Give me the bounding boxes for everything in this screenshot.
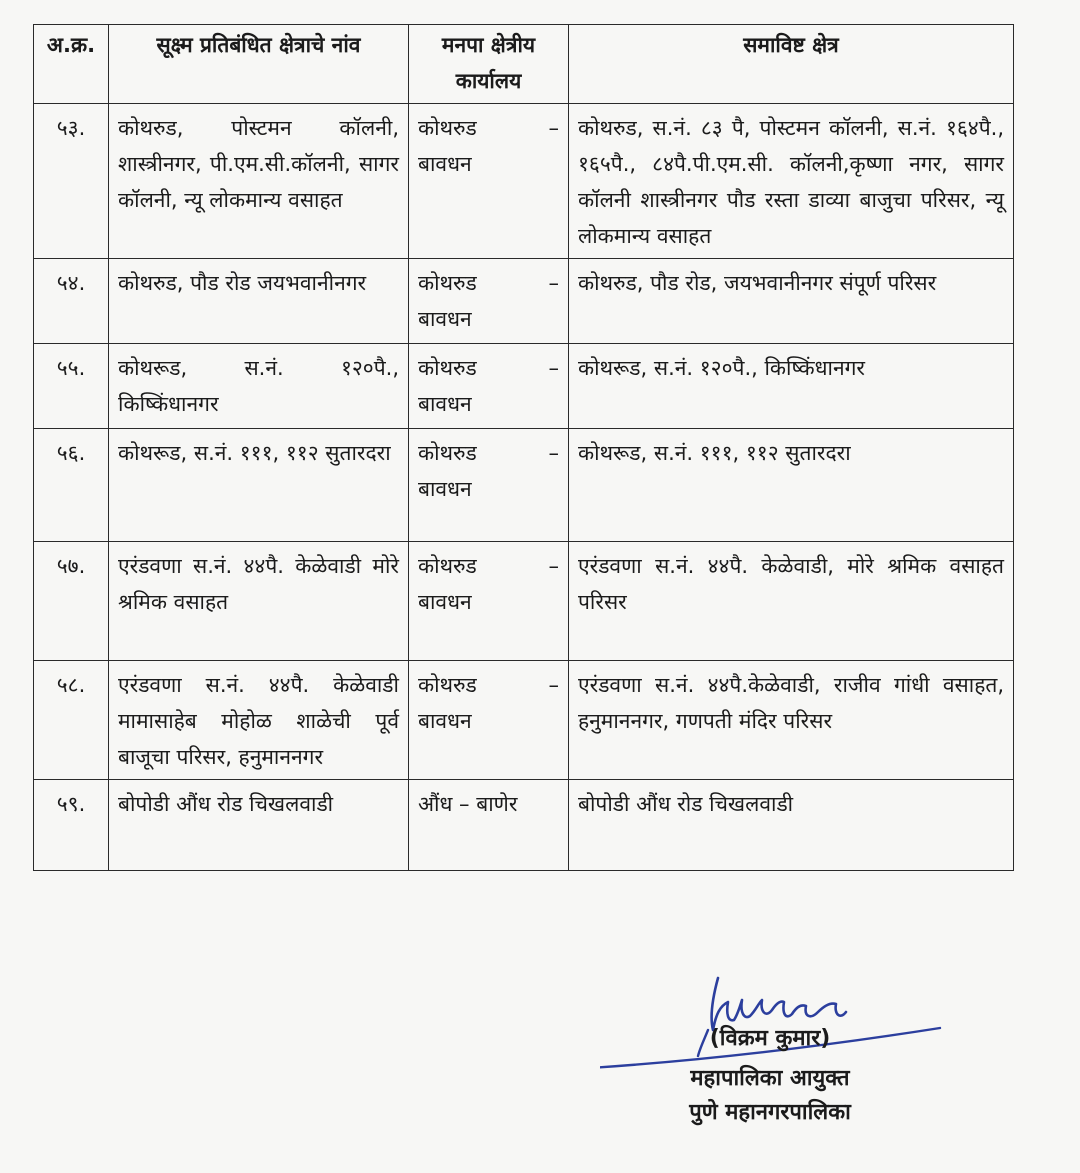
ward-office-cell	[409, 429, 569, 542]
ward-office-dash: –	[548, 356, 559, 380]
ward-office-name-2: बावधन	[418, 709, 472, 733]
ward-office-name-2: बावधन	[418, 307, 472, 331]
signatory-designation: महापालिका आयुक्त	[690, 1066, 850, 1091]
included-area-cell: बोपोडी औंध रोड चिखलवाडी	[569, 780, 1014, 871]
ward-office-name: कोथरुड	[418, 271, 477, 295]
ward-office-dash: –	[548, 673, 559, 697]
serial-no-cell: ५३.	[34, 104, 109, 259]
serial-no-cell: ५९.	[34, 780, 109, 871]
ward-office-cell	[409, 780, 569, 871]
ward-office-cell	[409, 661, 569, 780]
zone-name-cell: कोथरूड, स.नं. १२०पै., किष्किंधानगर	[109, 344, 409, 429]
header-ward-office-line2: कार्यालय	[455, 69, 522, 93]
ward-office-cell	[409, 542, 569, 661]
ward-office-cell	[409, 344, 569, 429]
ward-office-name-2: बावधन	[418, 590, 472, 614]
ward-office-name: कोथरुड	[418, 116, 477, 140]
signature-block	[600, 970, 1000, 1140]
included-area-cell: कोथरुड, पौड रोड, जयभवानीनगर संपूर्ण परिसर	[569, 259, 1014, 344]
table-row	[34, 259, 1014, 344]
containment-zones-table	[33, 24, 1014, 871]
ward-office-cell	[409, 259, 569, 344]
zone-name-cell: बोपोडी औंध रोड चिखलवाडी	[109, 780, 409, 871]
serial-no-cell: ५७.	[34, 542, 109, 661]
ward-office-name: कोथरुड	[418, 673, 477, 697]
ward-office-name: कोथरुड	[418, 554, 477, 578]
zone-name-cell: कोथरूड, स.नं. १११, ११२ सुतारदरा	[109, 429, 409, 542]
serial-no-cell: ५५.	[34, 344, 109, 429]
ward-office-name: कोथरुड	[418, 356, 477, 380]
ward-office-name-2: बावधन	[418, 392, 472, 416]
ward-office-cell	[409, 104, 569, 259]
zone-name-cell: कोथरुड, पोस्टमन कॉलनी, शास्त्रीनगर, पी.एम.सी.कॉलनी, सागर कॉलनी, न्यू लोकमान्य वसाहत	[109, 104, 409, 259]
signatory-name: (विक्रम कुमार)	[709, 1026, 831, 1051]
ward-office-name-2: बावधन	[418, 477, 472, 501]
table-row	[34, 429, 1014, 542]
serial-no-cell: ५८.	[34, 661, 109, 780]
zone-name-cell: कोथरुड, पौड रोड जयभवानीनगर	[109, 259, 409, 344]
ward-office-dash: –	[548, 116, 559, 140]
zone-name-cell: एरंडवणा स.नं. ४४पै. केळेवाडी मोरे श्रमिक वसाहत	[109, 542, 409, 661]
ward-office-name: औंध – बाणेर	[418, 792, 518, 816]
signatory-office: पुणे महानगरपालिका	[689, 1100, 851, 1125]
included-area-cell: एरंडवणा स.नं. ४४पै.केळेवाडी, राजीव गांधी वसाहत, हनुमाननगर, गणपती मंदिर परिसर	[569, 661, 1014, 780]
ward-office-name-2: बावधन	[418, 152, 472, 176]
header-serial-no: अ.क्र.	[34, 25, 109, 104]
header-zone-name: सूक्ष्म प्रतिबंधित क्षेत्राचे नांव	[109, 25, 409, 104]
table-header-row	[34, 25, 1014, 104]
ward-office-dash: –	[548, 554, 559, 578]
ward-office-dash: –	[548, 441, 559, 465]
zone-name-cell: एरंडवणा स.नं. ४४पै. केळेवाडी मामासाहेब मोहोळ शाळेची पूर्व बाजूचा परिसर, हनुमाननगर	[109, 661, 409, 780]
table-row	[34, 542, 1014, 661]
included-area-cell: कोथरूड, स.नं. १२०पै., किष्किंधानगर	[569, 344, 1014, 429]
ward-office-name: कोथरुड	[418, 441, 477, 465]
table-row	[34, 780, 1014, 871]
included-area-cell: कोथरूड, स.नं. १११, ११२ सुतारदरा	[569, 429, 1014, 542]
included-area-cell: कोथरुड, स.नं. ८३ पै, पोस्टमन कॉलनी, स.नं. १६४पै., १६५पै., ८४पै.पी.एम.सी. कॉलनी,कृष्णा नगर, सागर कॉलनी शास्त्रीनगर पौड रस्ता डाव्या बाजुचा परिसर, न्यू लोकमान्य वसाहत	[569, 104, 1014, 259]
header-included-area: समाविष्ट क्षेत्र	[569, 25, 1014, 104]
header-ward-office	[409, 25, 569, 104]
included-area-cell: एरंडवणा स.नं. ४४पै. केळेवाडी, मोरे श्रमिक वसाहत परिसर	[569, 542, 1014, 661]
ward-office-dash: –	[548, 271, 559, 295]
serial-no-cell: ५४.	[34, 259, 109, 344]
table-row	[34, 104, 1014, 259]
table-row	[34, 344, 1014, 429]
header-ward-office-line1: मनपा क्षेत्रीय	[441, 33, 536, 57]
table-row	[34, 661, 1014, 780]
serial-no-cell: ५६.	[34, 429, 109, 542]
